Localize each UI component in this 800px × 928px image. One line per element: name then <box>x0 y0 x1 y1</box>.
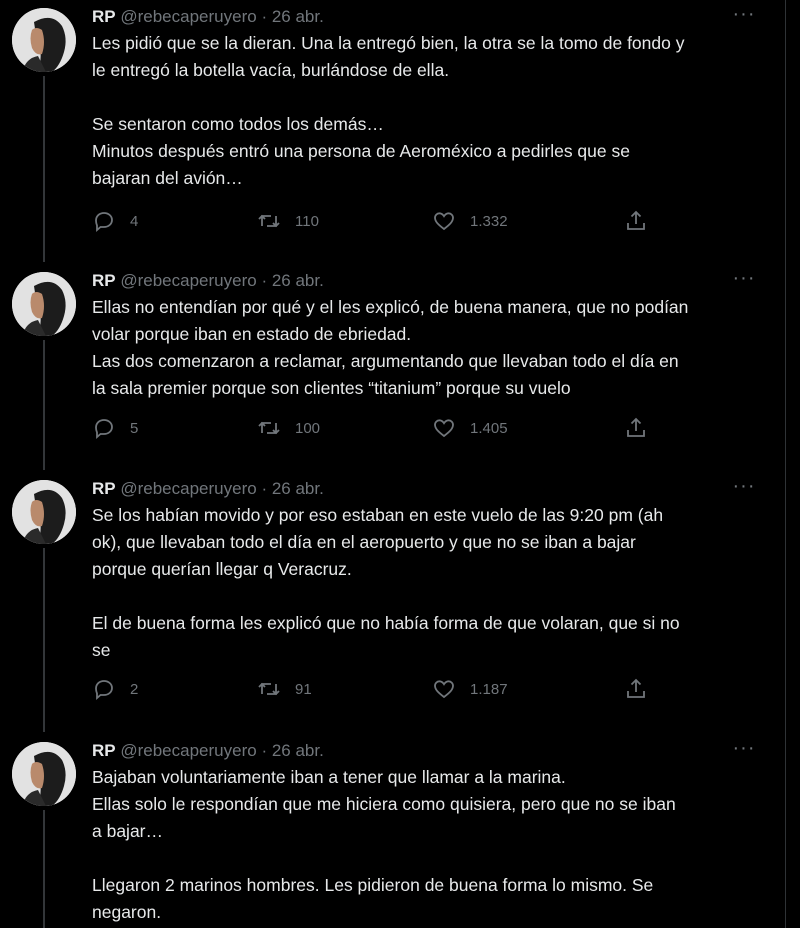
like-count: 1.187 <box>470 680 508 698</box>
heart-icon <box>432 209 456 233</box>
like-button[interactable] <box>432 208 508 234</box>
tweet-date[interactable]: 26 abr. <box>271 7 324 26</box>
tweet-actions <box>92 676 672 702</box>
author-handle[interactable]: @rebecaperuyero <box>120 741 257 760</box>
timeline-border <box>785 0 786 928</box>
thread-line <box>43 76 45 262</box>
reply-button[interactable] <box>92 208 138 234</box>
tweet-header <box>92 270 324 292</box>
tweet-line: ok), que llevaban todo el día en el aeropuerto y que no se iban a bajar <box>92 532 636 552</box>
tweet-line: a bajar… <box>92 821 164 841</box>
tweet-text <box>92 30 772 192</box>
paragraph-gap <box>92 845 772 872</box>
tweet[interactable] <box>0 734 785 928</box>
author-handle[interactable]: @rebecaperuyero <box>120 7 257 26</box>
tweet-actions <box>92 208 672 234</box>
like-button[interactable] <box>432 676 508 702</box>
author-name[interactable]: RP <box>92 7 116 26</box>
separator-dot: · <box>261 741 268 760</box>
paragraph-gap <box>92 84 772 111</box>
author-name[interactable]: RP <box>92 741 116 760</box>
avatar[interactable] <box>12 742 76 806</box>
tweet-line: porque querían llegar q Veracruz. <box>92 559 352 579</box>
retweet-count: 100 <box>295 419 321 437</box>
separator-dot: · <box>261 271 268 290</box>
share-button[interactable] <box>624 208 648 234</box>
tweet-date[interactable]: 26 abr. <box>271 479 324 498</box>
author-handle[interactable]: @rebecaperuyero <box>120 271 257 290</box>
retweet-button[interactable] <box>257 415 320 441</box>
tweet-line: El de buena forma les explicó que no había forma de que volaran, que si no <box>92 613 680 633</box>
like-count: 1.332 <box>470 212 508 230</box>
retweet-icon <box>257 677 281 701</box>
tweet-line: volar porque iban en estado de ebriedad. <box>92 324 412 344</box>
reply-button[interactable] <box>92 415 138 441</box>
tweet[interactable] <box>0 264 785 470</box>
avatar[interactable] <box>12 272 76 336</box>
tweet[interactable] <box>0 472 785 732</box>
separator-dot: · <box>261 479 268 498</box>
tweet-header <box>92 478 324 500</box>
tweet-actions <box>92 415 672 441</box>
share-icon <box>624 677 648 701</box>
author-name[interactable]: RP <box>92 479 116 498</box>
tweet-line: Se los habían movido y por eso estaban en este vuelo de las 9:20 pm (ah <box>92 505 664 525</box>
retweet-count: 110 <box>295 212 319 230</box>
tweet-text <box>92 294 772 402</box>
like-count: 1.405 <box>470 419 508 437</box>
reply-count: 2 <box>130 680 139 698</box>
retweet-button[interactable] <box>257 676 312 702</box>
paragraph-gap <box>92 583 772 610</box>
reply-icon <box>92 677 116 701</box>
tweet-line: Las dos comenzaron a reclamar, argumentando que llevaban todo el día en <box>92 351 679 371</box>
reply-count: 4 <box>130 212 139 230</box>
tweet-header <box>92 6 324 28</box>
retweet-count: 91 <box>295 680 312 698</box>
tweet-line: Se sentaron como todos los demás… <box>92 114 384 134</box>
tweet-line: Ellas solo le respondían que me hiciera como quisiera, pero que no se iban <box>92 794 676 814</box>
author-name[interactable]: RP <box>92 271 116 290</box>
tweet-line: Bajaban voluntariamente iban a tener que llamar a la marina. <box>92 767 566 787</box>
like-button[interactable] <box>432 415 508 441</box>
tweet-header <box>92 740 324 762</box>
share-icon <box>624 416 648 440</box>
share-button[interactable] <box>624 415 648 441</box>
avatar[interactable] <box>12 8 76 72</box>
more-options-button[interactable]: ··· <box>732 475 756 497</box>
reply-button[interactable] <box>92 676 138 702</box>
share-icon <box>624 209 648 233</box>
tweet-line: Les pidió que se la dieran. Una la entregó bien, la otra se la tomo de fondo y <box>92 33 685 53</box>
thread-line <box>43 810 45 928</box>
tweet-line: bajaran del avión… <box>92 168 243 188</box>
more-options-button[interactable]: ··· <box>732 267 756 289</box>
tweet-line: la sala premier porque son clientes “titanium” porque su vuelo <box>92 378 571 398</box>
tweet-line: se <box>92 640 111 660</box>
tweet-line: le entregó la botella vacía, burlándose de ella. <box>92 60 450 80</box>
heart-icon <box>432 677 456 701</box>
retweet-icon <box>257 209 281 233</box>
thread-line <box>43 548 45 732</box>
reply-icon <box>92 416 116 440</box>
retweet-icon <box>257 416 281 440</box>
tweet-date[interactable]: 26 abr. <box>271 741 324 760</box>
share-button[interactable] <box>624 676 648 702</box>
retweet-button[interactable] <box>257 208 319 234</box>
tweet-line: negaron. <box>92 902 162 922</box>
more-options-button[interactable]: ··· <box>732 3 756 25</box>
more-options-button[interactable]: ··· <box>732 737 756 759</box>
tweet-line: Llegaron 2 marinos hombres. Les pidieron de buena forma lo mismo. Se <box>92 875 654 895</box>
tweet-text <box>92 502 772 664</box>
reply-icon <box>92 209 116 233</box>
heart-icon <box>432 416 456 440</box>
tweet-line: Minutos después entró una persona de Aeroméxico a pedirles que se <box>92 141 630 161</box>
tweet-date[interactable]: 26 abr. <box>271 271 324 290</box>
thread-line <box>43 340 45 470</box>
reply-count: 5 <box>130 419 139 437</box>
avatar[interactable] <box>12 480 76 544</box>
author-handle[interactable]: @rebecaperuyero <box>120 479 257 498</box>
separator-dot: · <box>261 7 268 26</box>
tweet[interactable] <box>0 0 785 262</box>
tweet-line: Ellas no entendían por qué y el les explicó, de buena manera, que no podían <box>92 297 689 317</box>
tweet-text <box>92 764 772 926</box>
